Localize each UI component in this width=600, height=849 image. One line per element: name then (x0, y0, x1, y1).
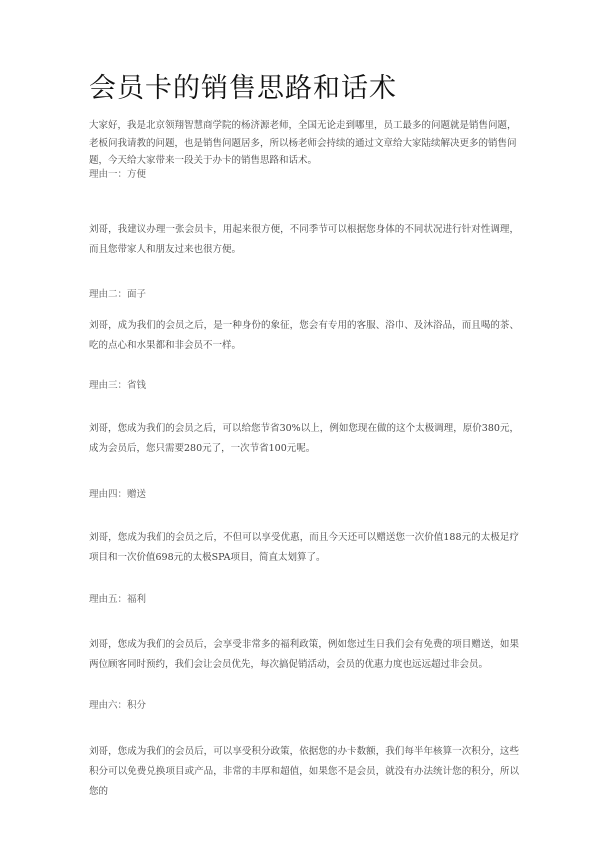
section-paragraph-6: 刘哥，您成为我们的会员后，可以享受积分政策，依据您的办卡数额，我们每半年核算一次积分，这些积分可以免费兑换项目或产品，非常的丰厚和超值，如果您不是会员，就没有办法统计您的积分，所以您的 (89, 746, 519, 797)
section-heading-2: 理由二：面子 (89, 289, 147, 300)
section-paragraph-1: 刘哥，我建议办理一张会员卡，用起来很方便，不同季节可以根据您身体的不同状况进行针对性调理，而且您带家人和朋友过来也很方便。 (89, 224, 519, 255)
section-heading-1: 理由一：方便 (89, 169, 147, 180)
section-paragraph-2: 刘哥，成为我们的会员之后，是一种身份的象征，您会有专用的客服、浴巾、及沐浴品，而且喝的茶、吃的点心和水果都和非会员不一样。 (89, 320, 519, 351)
section-paragraph-5: 刘哥，您成为我们的会员后，会享受非常多的福利政策，例如您过生日我们会有免费的项目赠送，如果两位顾客同时预约，我们会让会员优先，每次搞促销活动，会员的优惠力度也远远超过非会员。 (89, 639, 519, 670)
intro-paragraph: 大家好，我是北京领翔智慧商学院的杨济源老师，全国无论走到哪里，员工最多的问题就是销售问题，老板问我请教的问题，也是销售问题居多，所以杨老师会持续的通过文章给大家陆续解决更多的销售问题，今天给大家带来一段关于办卡的销售思路和话术。 (89, 120, 517, 166)
document-title: 会员卡的销售思路和话术 (89, 73, 397, 104)
section-heading-3: 理由三：省钱 (89, 380, 147, 391)
section-heading-5: 理由五：福利 (89, 594, 147, 605)
section-heading-6: 理由六：积分 (89, 700, 147, 711)
section-paragraph-3: 刘哥，您成为我们的会员之后，可以给您节省30%以上，例如您现在做的这个太极调理，原价380元，成为会员后，您只需要280元了，一次节省100元呢。 (89, 423, 519, 454)
section-heading-4: 理由四：赠送 (89, 489, 147, 500)
section-paragraph-4: 刘哥，您成为我们的会员之后，不但可以享受优惠，而且今天还可以赠送您一次价值188元的太极足疗项目和一次价值698元的太极SPA项目，简直太划算了。 (89, 532, 519, 563)
